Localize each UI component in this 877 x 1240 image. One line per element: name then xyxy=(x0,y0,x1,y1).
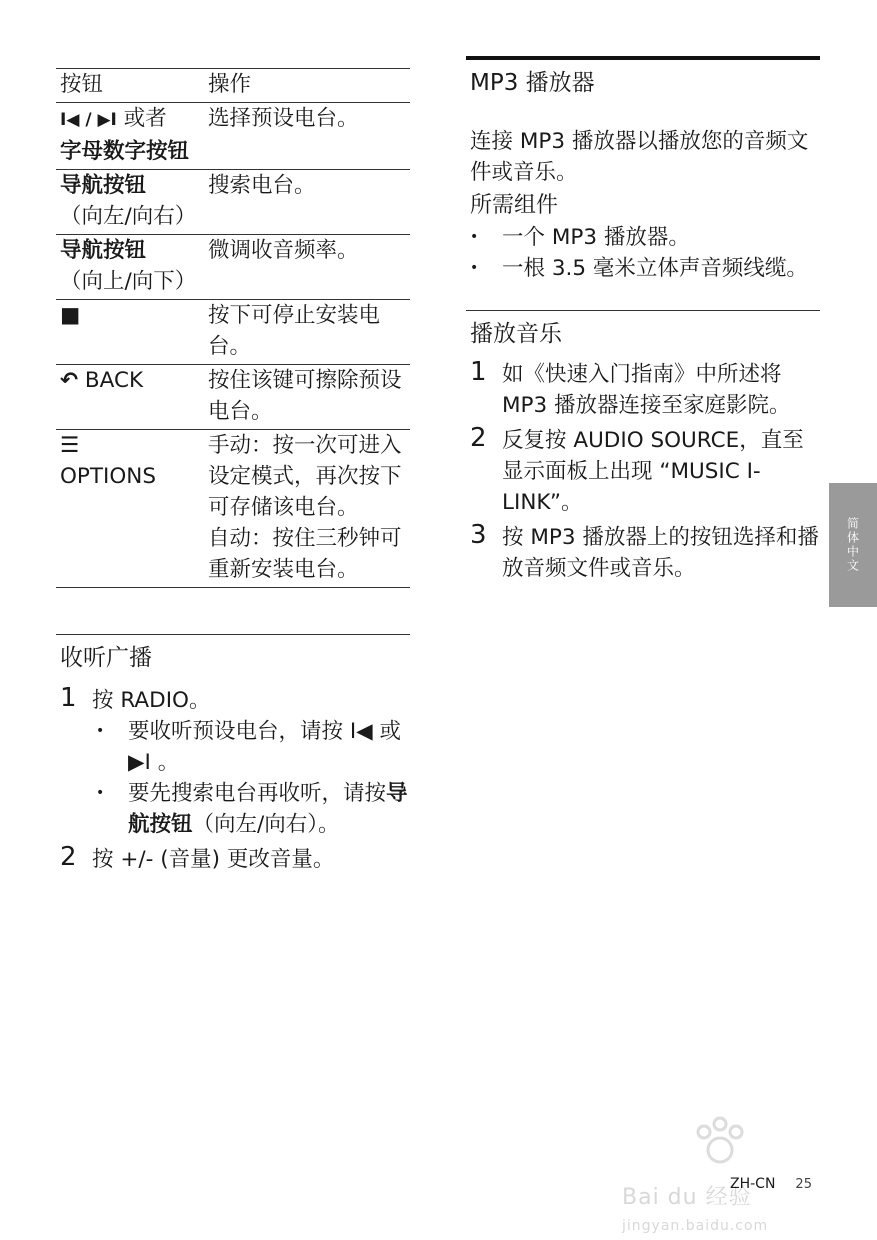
step-number: 3 xyxy=(470,520,487,550)
audio-source-key: AUDIO SOURCE xyxy=(573,428,740,453)
play-step-3 xyxy=(466,522,820,584)
radio-step-2 xyxy=(56,844,410,875)
page-footer xyxy=(730,1176,812,1192)
watermark-text: Bai du 经验 xyxy=(622,1185,752,1210)
list-item: • 一根 3.5 毫米立体声音频线缆。 xyxy=(466,253,820,284)
row-value: 选择预设电台。 xyxy=(204,103,410,170)
key-extra: （向左/向右） xyxy=(60,204,197,229)
volume-key: +/- (音量) xyxy=(120,847,220,872)
step-text: 按 xyxy=(92,688,114,713)
language-side-tab xyxy=(829,483,877,607)
step-text-end: ，直至显示面板上出现 “MUSIC I-LINK”。 xyxy=(502,428,804,515)
step-text: 反复按 xyxy=(502,428,567,453)
row-key xyxy=(56,235,204,300)
list-item xyxy=(92,778,410,840)
key-suffix: 或者 xyxy=(123,106,167,131)
row-key xyxy=(56,365,204,430)
play-steps xyxy=(466,359,820,584)
mp3-section-title: MP3 播放器 xyxy=(466,56,820,100)
step-number: 2 xyxy=(60,842,77,872)
table-row xyxy=(56,235,410,300)
play-section-title: 播放音乐 xyxy=(466,310,820,351)
button-operation-table xyxy=(56,68,410,588)
sub-text: 要先搜索电台再收听，请按 xyxy=(128,781,387,806)
key-suffix: BACK xyxy=(84,368,144,393)
watermark-url: jingyan.baidu.com xyxy=(622,1218,769,1234)
sub-text-end: （向左/向右）。 xyxy=(192,812,340,837)
step-text: 按 xyxy=(92,847,114,872)
key-suffix: OPTIONS xyxy=(60,464,157,489)
row-key xyxy=(56,103,204,170)
header-button: 按钮 xyxy=(56,69,204,103)
sub-bold: 导航按钮 xyxy=(128,781,408,837)
value-manual: 手动：按一次可进入设定模式，再次按下可存储该电台。 xyxy=(208,433,402,520)
step-number: 1 xyxy=(470,357,487,387)
table-row xyxy=(56,300,410,365)
key-bold: 导航按钮 xyxy=(60,238,147,263)
back-icon: ↶ xyxy=(60,368,79,393)
left-column xyxy=(56,68,410,879)
side-tab-label: 简体中文 xyxy=(845,517,860,573)
row-value: 按住该键可擦除预设电台。 xyxy=(204,365,410,430)
list-item: • 要收听预设电台，请按 I◀ 或 ▶I 。 xyxy=(92,716,410,778)
step-text: 按 MP3 播放器上的按钮选择和播放音频文件或音乐。 xyxy=(502,525,819,581)
row-key xyxy=(56,430,204,588)
step-number: 2 xyxy=(470,423,487,453)
right-column xyxy=(466,56,820,588)
play-step-1 xyxy=(466,359,820,421)
prev-next-icon: I◀ / ▶I xyxy=(60,110,117,130)
row-value: 搜索电台。 xyxy=(204,170,410,235)
row-value: 按下可停止安装电台。 xyxy=(204,300,410,365)
page-number: 25 xyxy=(795,1177,812,1192)
row-value xyxy=(204,430,410,588)
table-header-row xyxy=(56,69,410,103)
stop-icon: ■ xyxy=(60,303,81,328)
options-icon: ☰ xyxy=(60,433,80,458)
footer-lang: ZH-CN xyxy=(730,1176,776,1192)
radio-key: RADIO xyxy=(120,688,189,713)
step-text-end: 更改音量。 xyxy=(226,847,335,872)
key-extra: （向上/向下） xyxy=(60,269,197,294)
list-item: • 一个 MP3 播放器。 xyxy=(466,222,820,253)
table-row xyxy=(56,365,410,430)
mp3-intro: 连接 MP3 播放器以播放您的音频文件或音乐。 xyxy=(470,129,809,185)
step-text: 如《快速入门指南》中所述将 MP3 播放器连接至家庭影院。 xyxy=(502,362,791,418)
radio-step-1 xyxy=(56,685,410,840)
radio-step-1-subitems xyxy=(92,716,410,840)
play-step-2 xyxy=(466,425,820,518)
radio-steps xyxy=(56,685,410,875)
value-auto: 自动：按住三秒钟可重新安装电台。 xyxy=(208,526,402,582)
row-key xyxy=(56,300,204,365)
table-row xyxy=(56,103,410,170)
header-operation: 操作 xyxy=(204,69,410,103)
key-bold: 字母数字按钮 xyxy=(60,139,190,164)
table-row xyxy=(56,170,410,235)
components-list xyxy=(466,222,820,284)
table-row xyxy=(56,430,410,588)
key-bold: 导航按钮 xyxy=(60,173,147,198)
step-text-end: 。 xyxy=(188,688,211,713)
radio-section-title: 收听广播 xyxy=(56,634,410,675)
step-number: 1 xyxy=(60,683,77,713)
row-key xyxy=(56,170,204,235)
components-title: 所需组件 xyxy=(470,193,559,218)
row-value: 微调收音频率。 xyxy=(204,235,410,300)
